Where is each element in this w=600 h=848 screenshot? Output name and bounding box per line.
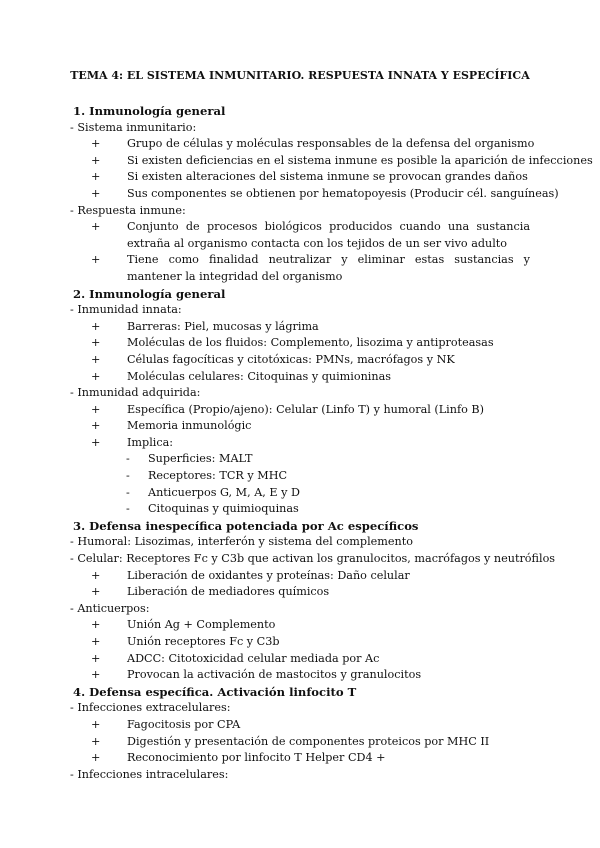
plus-bullet-icon: + xyxy=(91,186,101,200)
list-item: + Moléculas de los fluidos: Complemento, lisozima y antiproteasas xyxy=(70,335,530,352)
list-item: + Si existen alteraciones del sistema inmune se provocan grandes daños xyxy=(70,169,530,186)
content-body xyxy=(70,103,593,783)
list-item: + Fagocitosis por CPA xyxy=(70,717,530,734)
page-title: TEMA 4: EL SISTEMA INMUNITARIO. RESPUESTA INNATA Y ESPECÍFICA xyxy=(70,69,530,82)
section-heading: 4. Defensa específica. Activación linfocito T xyxy=(73,684,357,699)
dash-bullet-icon: - xyxy=(126,469,130,483)
section-heading: 3. Defensa inespecífica potenciada por Ac específicos xyxy=(73,518,419,533)
plus-bullet-icon: + xyxy=(91,369,101,383)
plus-bullet-icon: + xyxy=(91,435,101,449)
plus-bullet-icon: + xyxy=(91,751,101,765)
list-item: + Conjunto de procesos biológicos producidos cuando una sustancia extraña al organismo contacta con los tejidos de un ser vivo adulto xyxy=(91,220,530,250)
group-label: - Infecciones intracelulares: xyxy=(70,767,229,781)
group-label: - Humoral: Lisozimas, interferón y sistema del complemento xyxy=(70,535,413,549)
plus-bullet-icon: + xyxy=(91,170,101,184)
list-item: + Si existen deficiencias en el sistema inmune es posible la aparición de infecciones xyxy=(70,153,530,170)
list-item: + Moléculas celulares: Citoquinas y quimioninas xyxy=(70,369,530,386)
plus-bullet-icon: + xyxy=(91,618,101,632)
list-item: + Reconocimiento por linfocito T Helper CD4 + xyxy=(70,750,530,767)
sub-list-item: - Anticuerpos G, M, A, E y D xyxy=(70,485,530,502)
list-item: + Tiene como finalidad neutralizar y eliminar estas sustancias y mantener la integridad del organismo xyxy=(91,253,530,283)
group-label: - Inmunidad adquirida: xyxy=(70,386,201,400)
list-item: + Implica: xyxy=(70,435,530,452)
plus-bullet-icon: + xyxy=(91,137,101,151)
sub-list-item: - Citoquinas y quimioquinas xyxy=(70,501,530,518)
list-item: + Liberación de mediadores químicos xyxy=(70,584,530,601)
sub-list-item: - Receptores: TCR y MHC xyxy=(70,468,530,485)
list-item: + ADCC: Citotoxicidad celular mediada por Ac xyxy=(70,651,530,668)
plus-bullet-icon: + xyxy=(91,635,101,648)
list-item: + Barreras: Piel, mucosas y lágrima xyxy=(70,319,530,336)
plus-bullet-icon: + xyxy=(91,352,101,366)
plus-bullet-icon: + xyxy=(91,336,101,350)
list-item: + Sus componentes se obtienen por hematopoyesis (Producir cél. sanguíneas) xyxy=(70,186,530,203)
dash-bullet-icon: - xyxy=(126,452,130,466)
group-label: - Infecciones extracelulares: xyxy=(70,701,231,715)
plus-bullet-icon: + xyxy=(91,568,101,582)
list-item: + Unión Ag + Complemento xyxy=(70,617,530,634)
plus-bullet-icon: + xyxy=(91,651,101,665)
plus-bullet-icon: + xyxy=(91,220,101,234)
list-item: + Unión receptores Fc y C3b xyxy=(70,634,530,651)
plus-bullet-icon: + xyxy=(91,717,101,731)
plus-bullet-icon: + xyxy=(91,253,101,267)
plus-bullet-icon: + xyxy=(91,402,101,416)
list-item: + Digestión y presentación de componentes proteicos por MHC II xyxy=(70,734,530,751)
dash-bullet-icon: - xyxy=(126,485,130,499)
group-label: - Sistema inmunitario: xyxy=(70,120,197,134)
group-label: - Celular: Receptores Fc y C3b que activan los granulocitos, macrófagos y neutrófilos xyxy=(70,552,556,566)
list-item: + Específica (Propio/ajeno): Celular (Linfo T) y humoral (Linfo B) xyxy=(70,402,530,419)
plus-bullet-icon: + xyxy=(91,668,101,682)
plus-bullet-icon: + xyxy=(91,585,101,599)
plus-bullet-icon: + xyxy=(91,419,101,433)
section-heading: 2. Inmunología general xyxy=(73,286,226,301)
sub-list-item: - Superficies: MALT xyxy=(70,451,530,468)
list-item: + Células fagocíticas y citotóxicas: PMNs, macrófagos y NK xyxy=(70,352,530,369)
section-heading: 1. Inmunología general xyxy=(73,104,226,118)
group-label: - Anticuerpos: xyxy=(70,601,150,615)
plus-bullet-icon: + xyxy=(91,319,101,333)
plus-bullet-icon: + xyxy=(91,734,101,748)
list-item: + Liberación de oxidantes y proteínas: Daño celular xyxy=(70,568,530,585)
list-item: + Provocan la activación de mastocitos y granulocitos xyxy=(70,667,530,684)
list-item: + Grupo de células y moléculas responsables de la defensa del organismo xyxy=(70,136,530,153)
group-label: - Inmunidad innata: xyxy=(70,303,182,317)
list-item: + Memoria inmunológic xyxy=(70,418,530,435)
plus-bullet-icon: + xyxy=(91,153,101,167)
dash-bullet-icon: - xyxy=(126,502,130,516)
group-label: - Respuesta inmune: xyxy=(70,203,186,217)
